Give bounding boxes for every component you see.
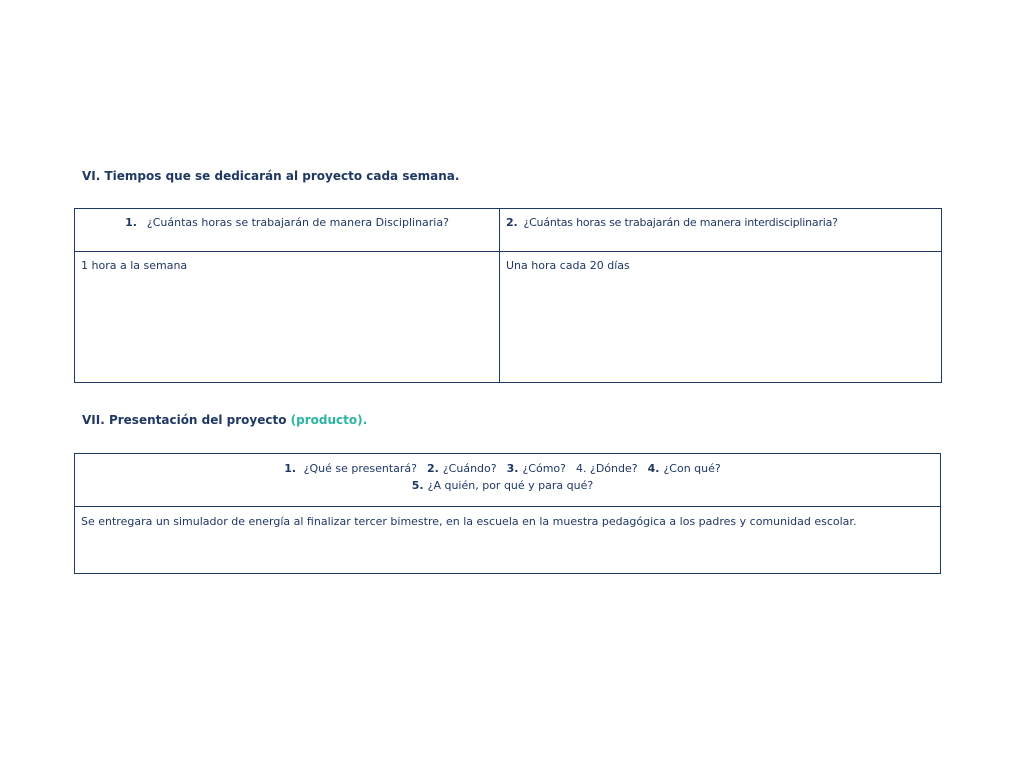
table-row [75,454,941,507]
weekly-time-table [74,208,942,383]
table-row [75,209,942,252]
section-6-title: VI. Tiempos que se dedicarán al proyecto cada semana. [82,169,460,183]
question-number: 1. [125,216,137,229]
answer-disciplinary: 1 hora a la semana [75,252,500,383]
question-number: 2. [506,216,518,229]
section-7-title [82,413,367,427]
question-item [284,462,417,475]
question-text: ¿Cómo? [522,462,566,475]
question-number: 5. [411,479,424,492]
question-number: 3. [506,462,519,475]
question-text: ¿Qué se presentará? [303,462,417,475]
question-number: 2. [427,462,439,475]
presentation-table [74,453,941,574]
question-item [507,462,566,475]
question-disciplinary-text: ¿Cuántas horas se trabajarán de manera Disciplinaria? [146,216,449,229]
section-7-title-accent: (producto). [290,413,368,427]
table-row [75,252,942,383]
question-text: ¿A quién, por qué y para qué? [427,479,594,492]
question-text: ¿Con qué? [663,462,721,475]
question-text: ¿Cuándo? [442,462,497,475]
table-row [75,507,941,574]
question-number: 4. [576,462,587,475]
section-7-title-main: VII. Presentación del proyecto [82,413,291,427]
question-item [648,462,721,475]
question-number: 4. [647,462,660,475]
question-disciplinary-cell [75,209,500,252]
question-item [576,462,638,475]
question-interdisciplinary-cell [500,209,942,252]
question-item [427,462,497,475]
question-item [412,479,593,492]
presentation-questions-cell [75,454,941,507]
answer-interdisciplinary: Una hora cada 20 días [500,252,942,383]
question-text: ¿Dónde? [590,462,638,475]
question-interdisciplinary-text: ¿Cuántas horas se trabajarán de manera interdisciplinaria? [523,216,838,229]
presentation-answer: Se entregara un simulador de energía al finalizar tercer bimestre, en la escuela en la muestra pedagógica a los padres y comunidad escolar. [75,507,941,574]
question-number: 1. [284,462,297,475]
